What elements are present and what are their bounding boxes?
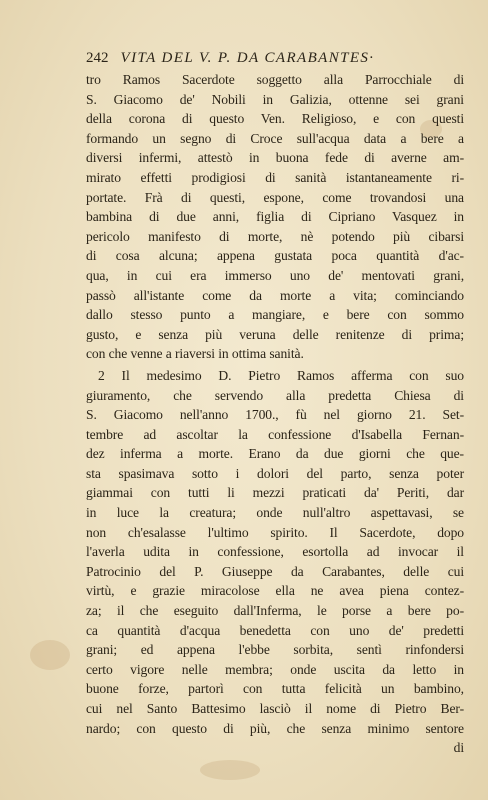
text-line: non ch'esalasse l'ultimo spirito. Il Sacerdote, dopo <box>86 524 464 540</box>
text-line: portate. Frà di questi, espone, come trovandosi una <box>86 189 464 205</box>
text-line: con che venne a riaversi in ottima sanità. <box>86 346 304 362</box>
page-header <box>86 50 466 67</box>
paragraph-2 <box>86 366 464 738</box>
text-line: cui nel Santo Battesimo lasciò il nome di Pietro Ber- <box>86 701 464 716</box>
text-line: tro Ramos Sacerdote soggetto alla Parrocchiale di <box>86 72 464 87</box>
text-line: di cosa alcuna; appena gustata poca quantità d'ac- <box>86 248 464 264</box>
text-line: pericolo manifesto di morte, nè potendo più cibarsi <box>86 228 464 244</box>
catchword: di <box>453 740 464 756</box>
text-line: Patrocinio del P. Giuseppe da Carabantes, delle cui <box>86 563 464 579</box>
text-line: mirato effetti prodigiosi di sanità istantaneamente ri- <box>86 169 464 185</box>
text-line: giuramento, che servendo alla predetta Chiesa di <box>86 387 464 403</box>
text-line: tembre ad ascoltar la confessione d'Isabella Fernan- <box>86 426 464 442</box>
text-line: certo vigore nelle membra; onde uscita da letto in <box>86 661 464 677</box>
text-line: dez inferma a morte. Erano da due giorni che que- <box>86 446 464 462</box>
text-line: in luce la creatura; onde null'altro aspettavasi, se <box>86 505 464 521</box>
paper-stain <box>30 640 70 670</box>
text-line: buone forze, partorì con tutta felicità un bambino, <box>86 681 464 697</box>
text-line: S. Giacomo de' Nobili in Galizia, ottenne sei grani <box>86 91 464 107</box>
text-line: sta spasimava sotto i dolori del parto, senza poter <box>86 465 464 481</box>
text-line: virtù, e grazie miracolose ella ne avea piena contez- <box>86 583 464 599</box>
page-number: 242 <box>86 50 109 66</box>
text-line: gusto, e senza più veruna delle renitenze di prima; <box>86 326 464 342</box>
text-line: diversi infermi, attestò in buona fede di averne am- <box>86 150 464 166</box>
text-line: ca quantità d'acqua benedetta con uno de' predetti <box>86 622 464 638</box>
paragraph-1 <box>86 70 464 364</box>
text-line: bambina di due anni, figlia di Cipriano Vasquez in <box>86 209 464 225</box>
text-line: nardo; con questo di più, che senza minimo sentore <box>86 720 464 736</box>
text-line: formando un segno di Croce sull'acqua data a bere a <box>86 130 464 146</box>
text-line: qua, in cui era immerso uno de' mentovati grani, <box>86 267 464 283</box>
text-line: giammai con tutti li mezzi praticati da' Periti, dar <box>86 485 464 501</box>
body-text <box>86 70 464 758</box>
text-line: za; il che eseguito dall'Inferma, le porse a bere po- <box>86 603 464 619</box>
text-line: dallo stesso punto a mangiare, e bere con sommo <box>86 307 464 323</box>
text-line: grani; ed appena l'ebbe sorbita, sentì rinfondersi <box>86 642 464 658</box>
text-line: della corona di questo Ven. Religioso, e con questi <box>86 111 464 127</box>
paper-stain <box>200 760 260 780</box>
running-title: VITA DEL V. P. DA CARABANTES· <box>120 50 375 66</box>
text-line: 2 Il medesimo D. Pietro Ramos afferma con suo <box>98 367 464 383</box>
text-line: S. Giacomo nell'anno 1700., fù nel giorno 21. Set- <box>86 407 464 423</box>
text-line: passò all'istante come da morte a vita; cominciando <box>86 287 464 303</box>
text-line: l'averla udita in confessione, esortolla ad invocar il <box>86 544 464 560</box>
